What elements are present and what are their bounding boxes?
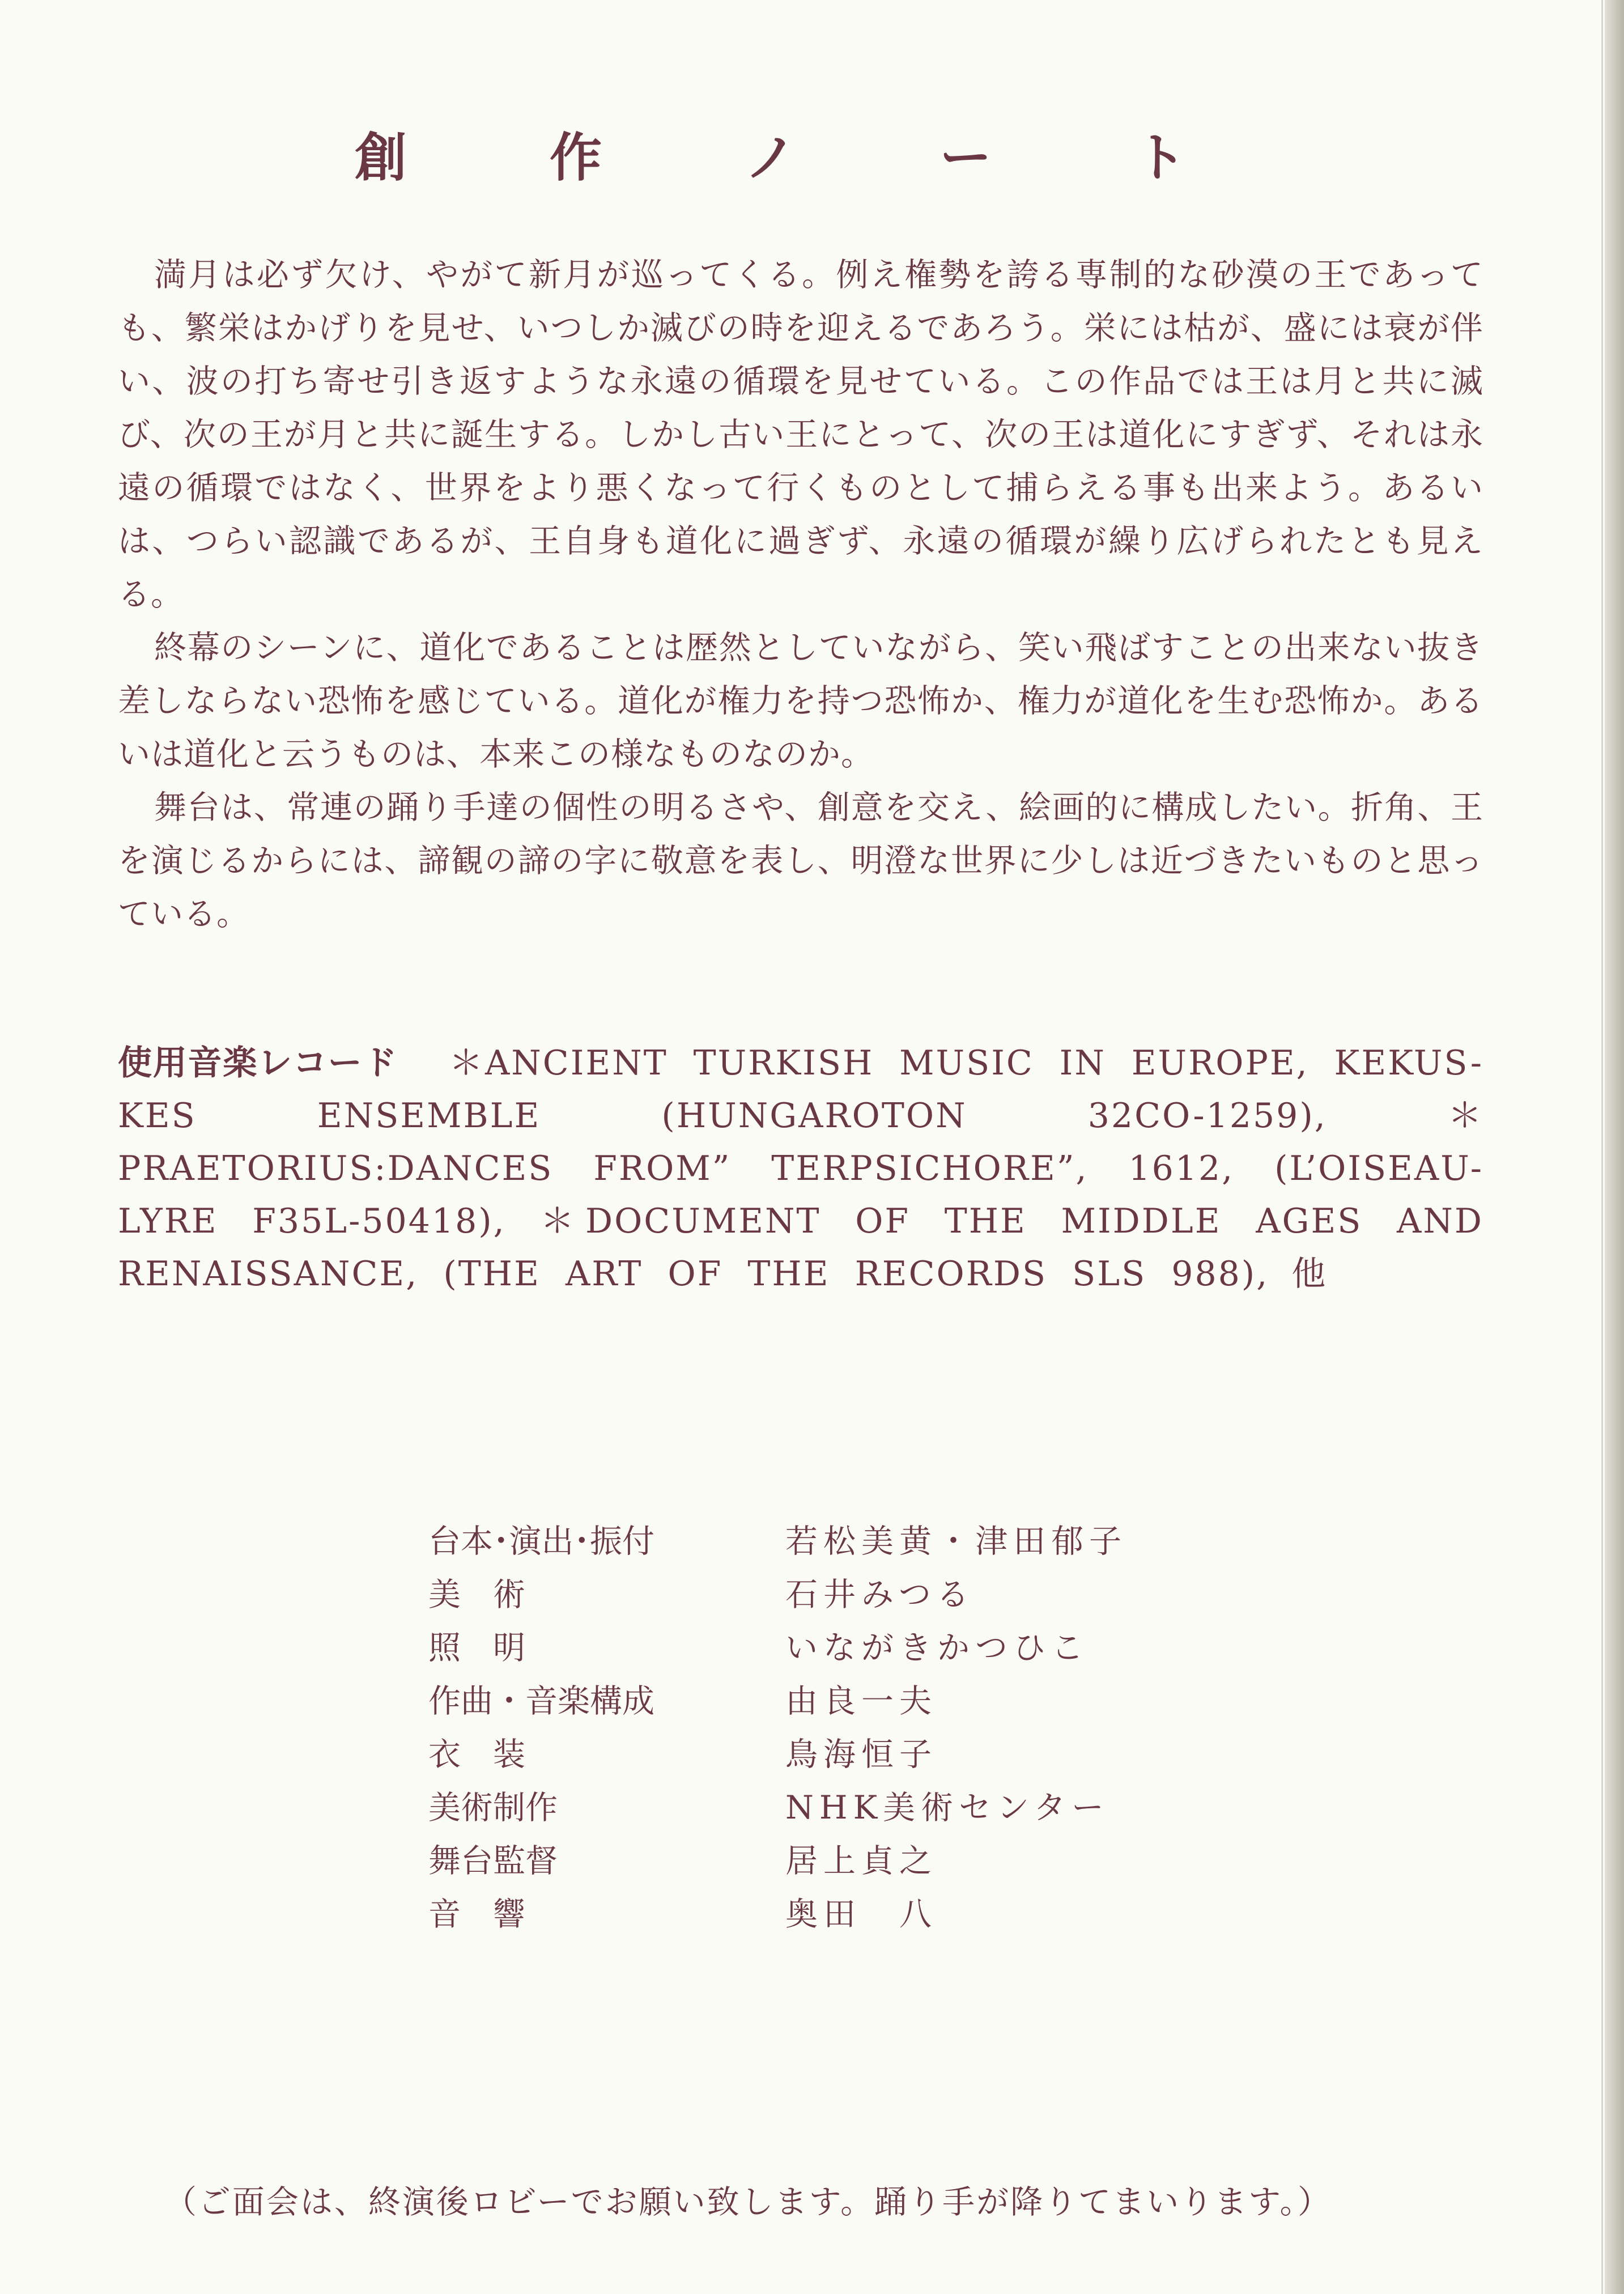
essay-paragraph: 舞台は、常連の踊り手達の個性の明るさや、創意を交え、絵画的に構成したい。折角、王を演じるからには、諦観の諦の字に敬意を表し、明澄な世界に少しは近づきたいものと思っている。 xyxy=(118,789,1483,933)
credit-row xyxy=(428,1885,1127,1938)
credit-row xyxy=(428,1512,1127,1565)
records-label: 使用音楽レコード xyxy=(118,1043,398,1083)
credit-role: 舞台監督 xyxy=(428,1842,558,1880)
credit-name: NHK美術センター xyxy=(785,1789,1109,1826)
credit-row xyxy=(428,1565,1127,1618)
credit-role: 音 響 xyxy=(428,1896,525,1933)
credit-role: 作曲・音楽構成 xyxy=(428,1683,654,1720)
credit-name: 奥田 八 xyxy=(785,1896,937,1933)
footer-note: （ご面会は、終演後ロビーでお願い致します。踊り手が降りてまいります。） xyxy=(164,2183,1332,2221)
credit-role: 美 術 xyxy=(428,1576,525,1613)
credit-name: 若松美黄・津田郁子 xyxy=(785,1523,1127,1560)
music-records xyxy=(118,1037,1483,1301)
credit-role: 美術制作 xyxy=(428,1789,558,1826)
credit-row xyxy=(428,1778,1127,1832)
records-etc: 他 xyxy=(1291,1254,1328,1294)
credit-role: 衣 装 xyxy=(428,1736,525,1773)
credit-name: いながきかつひこ xyxy=(785,1629,1089,1667)
essay-paragraph: 満月は必ず欠け、やがて新月が巡ってくる。例え権勢を誇る専制的な砂漠の王であっても、繁栄はかげりを見せ、いつしか滅びの時を迎えるであろう。栄には枯が、盛には衰が伴い、波の打ち寄せ引き返すような永遠の循環を見せている。この作品では王は月と共に滅び、次の王が月と共に誕生する。しかし古い王にとって、次の王は道化にすぎず、それは永遠の循環ではなく、世界をより悪くなって行くものとして捕らえる事も出来よう。あるいは、つらい認識であるが、王自身も道化に過ぎず、永遠の循環が繰り広げられたとも見える。 xyxy=(118,256,1483,613)
credit-name: 石井みつる xyxy=(785,1576,975,1613)
credit-name: 由良一夫 xyxy=(785,1683,937,1720)
credits-list xyxy=(428,1512,1127,1938)
credit-row xyxy=(428,1725,1127,1778)
credit-role: 台本･演出･振付 xyxy=(428,1523,654,1560)
page-edge xyxy=(1605,0,1624,2294)
records-list: ＊ANCIENT TURKISH MUSIC IN EUROPE, KEKUS-KES ENSEMBLE (HUNGAROTON 32CO-1259), ＊PRAETORIUS:DANCES FROM” TERPSICHORE”, 1612, (L’OISEAU-LYRE F35L-50418), ＊DOCUMENT OF THE MIDDLE AGES AND RENAISSANCE, (THE ART OF THE RECORDS SLS 988), xyxy=(118,1043,1483,1294)
page-title: 創 作 ノ ー ト xyxy=(354,127,1232,188)
credit-row xyxy=(428,1832,1127,1885)
credit-row xyxy=(428,1618,1127,1672)
credit-name: 鳥海恒子 xyxy=(785,1736,937,1773)
essay xyxy=(118,248,1483,941)
credit-role: 照 明 xyxy=(428,1629,525,1667)
credit-row xyxy=(428,1672,1127,1725)
credit-name: 居上貞之 xyxy=(785,1842,937,1880)
essay-paragraph: 終幕のシーンに、道化であることは歴然としていながら、笑い飛ばすことの出来ない抜き差しならない恐怖を感じている。道化が権力を持つ恐怖か、権力が道化を生む恐怖か。あるいは道化と云うものは、本来この様なものなのか。 xyxy=(118,629,1483,773)
